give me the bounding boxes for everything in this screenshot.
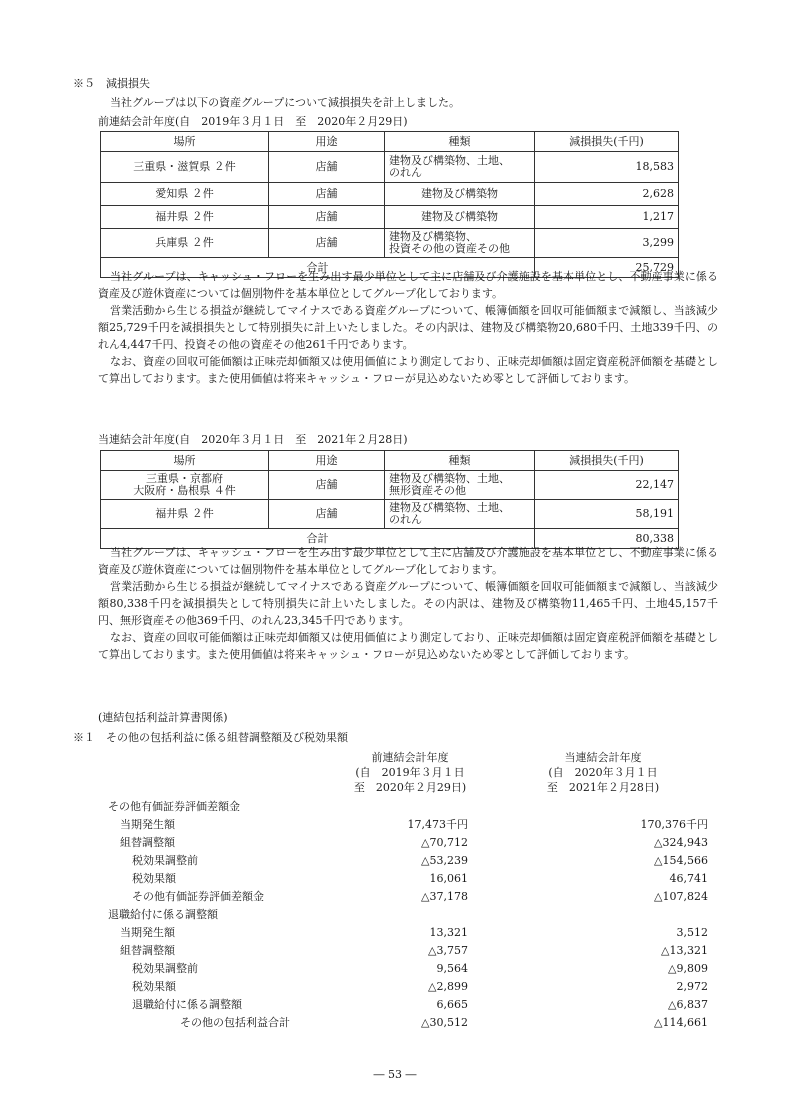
current-period-label: 当連結会計年度(自 2020年３月１日 至 2021年２月28日) <box>98 433 408 446</box>
total-amount: 25,729 <box>535 258 679 278</box>
total-label: 合計 <box>101 258 535 278</box>
intro-text: 当社グループは以下の資産グループについて減損損失を計上しました。 <box>110 96 461 109</box>
paragraph: なお、資産の回収可能価額は正味売却価額又は使用価値により測定しており、正味売却価額は固定資産税評価額を基礎として算出しております。また使用価値は将来キャッシュ・フローが見込めないため零として評価しております。 <box>98 631 718 661</box>
place-cell: 愛知県 ２件 <box>101 183 269 206</box>
paragraph: 当社グループは、キャッシュ・フローを生み出す最少単位として主に店舗及び介護施設を基本単位とし、不動産事業に係る資産及び遊休資産については個別物件を基本単位としてグループ化しております。 <box>98 546 718 576</box>
col-header: 場所 <box>101 451 269 471</box>
table-row <box>101 500 679 529</box>
paragraph: なお、資産の回収可能価額は正味売却価額又は使用価値により測定しており、正味売却価額は固定資産税評価額を基礎として算出しております。また使用価値は将来キャッシュ・フローが見込めないため零として評価しております。 <box>98 355 718 385</box>
kind-cell: 建物及び構築物、土地、 のれん <box>385 500 535 529</box>
amount-cell: 18,583 <box>535 152 679 183</box>
kind-cell: 建物及び構築物 <box>385 206 535 229</box>
use-cell: 店舗 <box>269 229 385 258</box>
prior-explanation <box>98 268 718 387</box>
col-header: 場所 <box>101 132 269 152</box>
use-cell: 店舗 <box>269 183 385 206</box>
prior-year-column-header: 前連結会計年度 (自 2019年３月１日 至 2020年２月29日) <box>353 751 467 794</box>
amount-cell: 22,147 <box>535 471 679 500</box>
current-impairment-table <box>100 450 679 549</box>
prior-period-label: 前連結会計年度(自 2019年３月１日 至 2020年２月29日) <box>98 115 408 128</box>
kind-cell: 建物及び構築物、土地、 のれん <box>385 152 535 183</box>
oci-note-heading: ※１ その他の包括利益に係る組替調整額及び税効果額 <box>73 731 348 744</box>
paragraph: 営業活動から生じる損益が継続してマイナスである資産グループについて、帳簿価額を回収可能価額まで減額し、当該減少額80,338千円を減損損失として特別損失に計上いたしました。その内訳は、建物及び構築物11,465千円、土地45,157千円、無形資産その他369千円、のれん23,345千円であります。 <box>98 580 718 627</box>
table-row <box>101 229 679 258</box>
place-cell: 福井県 ２件 <box>101 500 269 529</box>
page-number: ― 53 ― <box>373 1068 417 1081</box>
table-row <box>101 206 679 229</box>
prior-impairment-table <box>100 131 679 278</box>
place-cell: 三重県・京都府 大阪府・島根県 ４件 <box>101 471 269 500</box>
col-header: 減損損失(千円) <box>535 451 679 471</box>
col-header: 種類 <box>385 132 535 152</box>
paragraph: 営業活動から生じる損益が継続してマイナスである資産グループについて、帳簿価額を回収可能価額まで減額し、当該減少額25,729千円を減損損失として特別損失に計上いたしました。その内訳は、建物及び構築物20,680千円、土地339千円、のれん4,447千円、投資その他の資産その他261千円であります。 <box>98 304 718 351</box>
use-cell: 店舗 <box>269 500 385 529</box>
col-header: 種類 <box>385 451 535 471</box>
col-header: 用途 <box>269 451 385 471</box>
section-heading: (連結包括利益計算書関係) <box>98 711 228 724</box>
amount-cell: 58,191 <box>535 500 679 529</box>
current-explanation <box>98 544 718 663</box>
table-header-row <box>101 132 679 152</box>
total-label: 合計 <box>101 529 535 549</box>
current-year-column-header: 当連結会計年度 (自 2020年３月１日 至 2021年２月28日) <box>546 751 660 794</box>
col-header: 減損損失(千円) <box>535 132 679 152</box>
use-cell: 店舗 <box>269 206 385 229</box>
table-row <box>101 152 679 183</box>
use-cell: 店舗 <box>269 152 385 183</box>
total-amount: 80,338 <box>535 529 679 549</box>
table-header-row <box>101 451 679 471</box>
note-heading: ※５ 減損損失 <box>73 77 150 90</box>
kind-cell: 建物及び構築物 <box>385 183 535 206</box>
place-cell: 三重県・滋賀県 ２件 <box>101 152 269 183</box>
place-cell: 福井県 ２件 <box>101 206 269 229</box>
paragraph: 当社グループは、キャッシュ・フローを生み出す最少単位として主に店舗及び介護施設を基本単位とし、不動産事業に係る資産及び遊休資産については個別物件を基本単位としてグループ化しております。 <box>98 270 718 300</box>
col-header: 用途 <box>269 132 385 152</box>
kind-cell: 建物及び構築物、土地、 無形資産その他 <box>385 471 535 500</box>
amount-cell: 1,217 <box>535 206 679 229</box>
use-cell: 店舗 <box>269 471 385 500</box>
amount-cell: 2,628 <box>535 183 679 206</box>
place-cell: 兵庫県 ２件 <box>101 229 269 258</box>
kind-cell: 建物及び構築物、 投資その他の資産その他 <box>385 229 535 258</box>
table-row <box>101 183 679 206</box>
table-row <box>101 471 679 500</box>
amount-cell: 3,299 <box>535 229 679 258</box>
